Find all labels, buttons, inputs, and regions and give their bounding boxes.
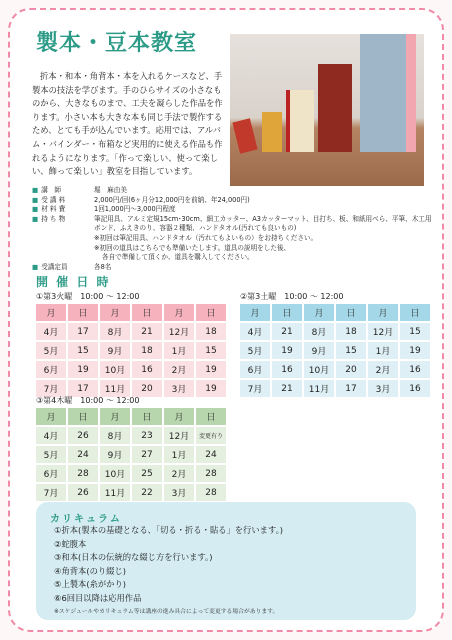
info-value: 筆記用具、アルミ定規15cm･30cm、細工カッター、A3カッターマット、目打ち、板、和紙用べら、平筆、木工用ボンド、ふえきのり、容器２種類、ハンドタオル(汚れても良いもの) [94,214,432,233]
intro-text [32,70,228,179]
bullet-icon: ■ [32,186,39,194]
month-cell: 12月 [368,323,398,340]
info-teacher [32,186,432,196]
book-yellow [262,112,282,152]
day-cell: 28 [196,484,226,501]
month-cell: 11月 [100,380,130,397]
month-cell: 5月 [240,342,270,359]
table-row [240,323,430,340]
book-box [360,34,416,152]
table-header-cell: 日 [196,304,226,321]
table-row [240,380,430,397]
table-header-cell: 日 [68,408,98,425]
books-photo [230,34,424,186]
info-material [32,205,432,215]
month-cell: 4月 [36,427,66,444]
curriculum-item: ⑤上製本(糸がかり) [54,579,126,589]
day-cell: 28 [196,465,226,482]
month-cell: 1月 [164,446,194,463]
day-cell: 16 [132,361,162,378]
curriculum-item: ②蛇腹本 [54,538,87,549]
day-cell: 23 [132,427,162,444]
info-capacity [32,263,432,273]
info-value: 2,000円/回(6ヶ月分12,000円を前納、年24,000円) [94,195,250,204]
page-title: 製本・豆本教室 [36,31,198,56]
month-cell: 5月 [36,446,66,463]
info-label: 持 ち 物 [41,214,66,223]
day-cell: 変更有り [196,427,226,444]
day-cell: 15 [68,342,98,359]
table-header-row [36,304,226,321]
group-2-label: ②第3土曜 10:00 ～ 12:00 [240,292,344,301]
table-header-cell: 日 [196,408,226,425]
day-cell: 17 [336,380,366,397]
month-cell: 7月 [36,380,66,397]
month-cell: 4月 [240,323,270,340]
info-value: 各8名 [94,262,112,271]
table-row [240,361,430,378]
month-cell: 10月 [304,361,334,378]
month-cell: 11月 [100,484,130,501]
info-label: 材 料 費 [41,205,66,214]
table-header-row [36,408,226,425]
month-cell: 6月 [36,465,66,482]
day-cell: 24 [196,446,226,463]
month-cell: 12月 [164,427,194,444]
course-info [32,186,432,272]
table-header-row [240,304,430,321]
bullet-icon: ■ [32,205,39,214]
month-cell: 9月 [100,342,130,359]
day-cell: 18 [196,323,226,340]
book-red-small [232,118,257,153]
month-cell: 8月 [100,427,130,444]
curriculum-list [54,524,283,605]
table-row [36,323,226,340]
day-cell: 22 [132,484,162,501]
day-cell: 19 [196,361,226,378]
book-cream [286,90,314,152]
curriculum-box [36,502,416,620]
table-header-cell: 日 [336,304,366,321]
schedule-table-saturday [238,302,432,399]
day-cell: 26 [68,427,98,444]
curriculum-item: ①折本(製本の基礎となる、「切る・折る・貼る」を行います。) [54,525,283,535]
table-row [36,446,226,463]
table-header-cell: 月 [164,304,194,321]
table-header-cell: 月 [36,304,66,321]
month-cell: 1月 [368,342,398,359]
day-cell: 15 [400,323,430,340]
day-cell: 26 [68,484,98,501]
day-cell: 21 [132,323,162,340]
info-note: ※初回は筆記用具、ハンドタオル（汚れてもよいもの）をお持ちください。 [94,233,318,242]
table-header-cell: 月 [240,304,270,321]
curriculum-note: ※スケジュールやカリキュラム等は講座の進み具合によって変更する場合があります。 [54,609,279,615]
info-note: 各自で準備して頂くか、道具を購入してください。 [102,253,254,262]
month-cell: 8月 [100,323,130,340]
table-header-cell: 月 [36,408,66,425]
month-cell: 12月 [164,323,194,340]
month-cell: 6月 [240,361,270,378]
month-cell: 4月 [36,323,66,340]
day-cell: 21 [272,380,302,397]
info-items [32,215,432,234]
day-cell: 28 [68,465,98,482]
month-cell: 10月 [100,361,130,378]
day-cell: 15 [196,342,226,359]
table-header-cell: 日 [132,408,162,425]
curriculum-item: ③和本(日本の伝統的な綴じ方を行います。) [54,552,213,562]
info-label: 講 師 [41,186,62,194]
day-cell: 20 [336,361,366,378]
info-fee [32,196,432,206]
schedule-table-tuesday [34,302,228,399]
month-cell: 2月 [368,361,398,378]
day-cell: 19 [68,361,98,378]
bullet-icon: ■ [32,214,39,223]
schedule-table-thursday [34,406,228,503]
table-header-cell: 日 [272,304,302,321]
day-cell: 17 [68,380,98,397]
month-cell: 5月 [36,342,66,359]
table-header-cell: 日 [132,304,162,321]
day-cell: 15 [336,342,366,359]
day-cell: 25 [132,465,162,482]
day-cell: 19 [272,342,302,359]
day-cell: 16 [272,361,302,378]
table-header-cell: 日 [68,304,98,321]
day-cell: 16 [400,380,430,397]
curriculum-title: カリキュラム [50,514,122,525]
month-cell: 8月 [304,323,334,340]
day-cell: 18 [132,342,162,359]
month-cell: 7月 [240,380,270,397]
table-row [36,484,226,501]
day-cell: 20 [132,380,162,397]
table-row [36,342,226,359]
day-cell: 17 [68,323,98,340]
table-row [240,342,430,359]
day-cell: 21 [272,323,302,340]
info-label: 受講定員 [41,262,68,271]
schedule-title: 開 催 日 時 [36,275,111,289]
day-cell: 19 [400,342,430,359]
month-cell: 3月 [164,484,194,501]
month-cell: 6月 [36,361,66,378]
info-note: ※初回の道具はこちらでも準備いたします。道具の説明をした後、 [94,243,291,252]
day-cell: 19 [196,380,226,397]
bullet-icon: ■ [32,262,39,271]
book-maroon [318,64,352,152]
month-cell: 2月 [164,361,194,378]
table-header-cell: 月 [164,408,194,425]
group-1-label: ①第3火曜 10:00 ～ 12:00 [36,292,140,301]
curriculum-item: ⑥6回目以降は応用作品 [54,592,142,603]
table-header-cell: 月 [304,304,334,321]
curriculum-item: ④角背本(のり綴じ) [54,565,126,576]
table-header-cell: 日 [400,304,430,321]
day-cell: 24 [68,446,98,463]
info-value: 1回1,000円～3,000円程度 [94,205,176,214]
month-cell: 9月 [100,446,130,463]
intro-paragraph: 折本・和本・角背本・本を入れるケースなど、手製本の技法を学びます。手のひらサイズの小さなものから、大きなものまで、工夫を凝らした作品を作ります。小さい本も大きな本も同じ手法で製作するため、とても手が込んでいます。応用では、アルバム・バインダー・布箱など実用的に使える作品も作れるようになります。「作って楽しい、使って楽しい、飾って楽しい」教室を目指しています。 [32,71,223,177]
table-header-cell: 月 [368,304,398,321]
day-cell: 18 [336,323,366,340]
month-cell: 7月 [36,484,66,501]
day-cell: 16 [400,361,430,378]
info-value: 堀 麻由美 [94,186,127,194]
table-header-cell: 月 [100,408,130,425]
table-row [36,361,226,378]
month-cell: 3月 [164,380,194,397]
table-header-cell: 月 [100,304,130,321]
month-cell: 10月 [100,465,130,482]
group-3-label: ③第4木曜 10:00 ～ 12:00 [36,396,140,405]
table-row [36,427,226,444]
table-row [36,465,226,482]
info-label: 受 講 料 [41,195,66,204]
month-cell: 2月 [164,465,194,482]
bullet-icon: ■ [32,195,39,204]
day-cell: 27 [132,446,162,463]
month-cell: 1月 [164,342,194,359]
month-cell: 3月 [368,380,398,397]
month-cell: 11月 [304,380,334,397]
month-cell: 9月 [304,342,334,359]
